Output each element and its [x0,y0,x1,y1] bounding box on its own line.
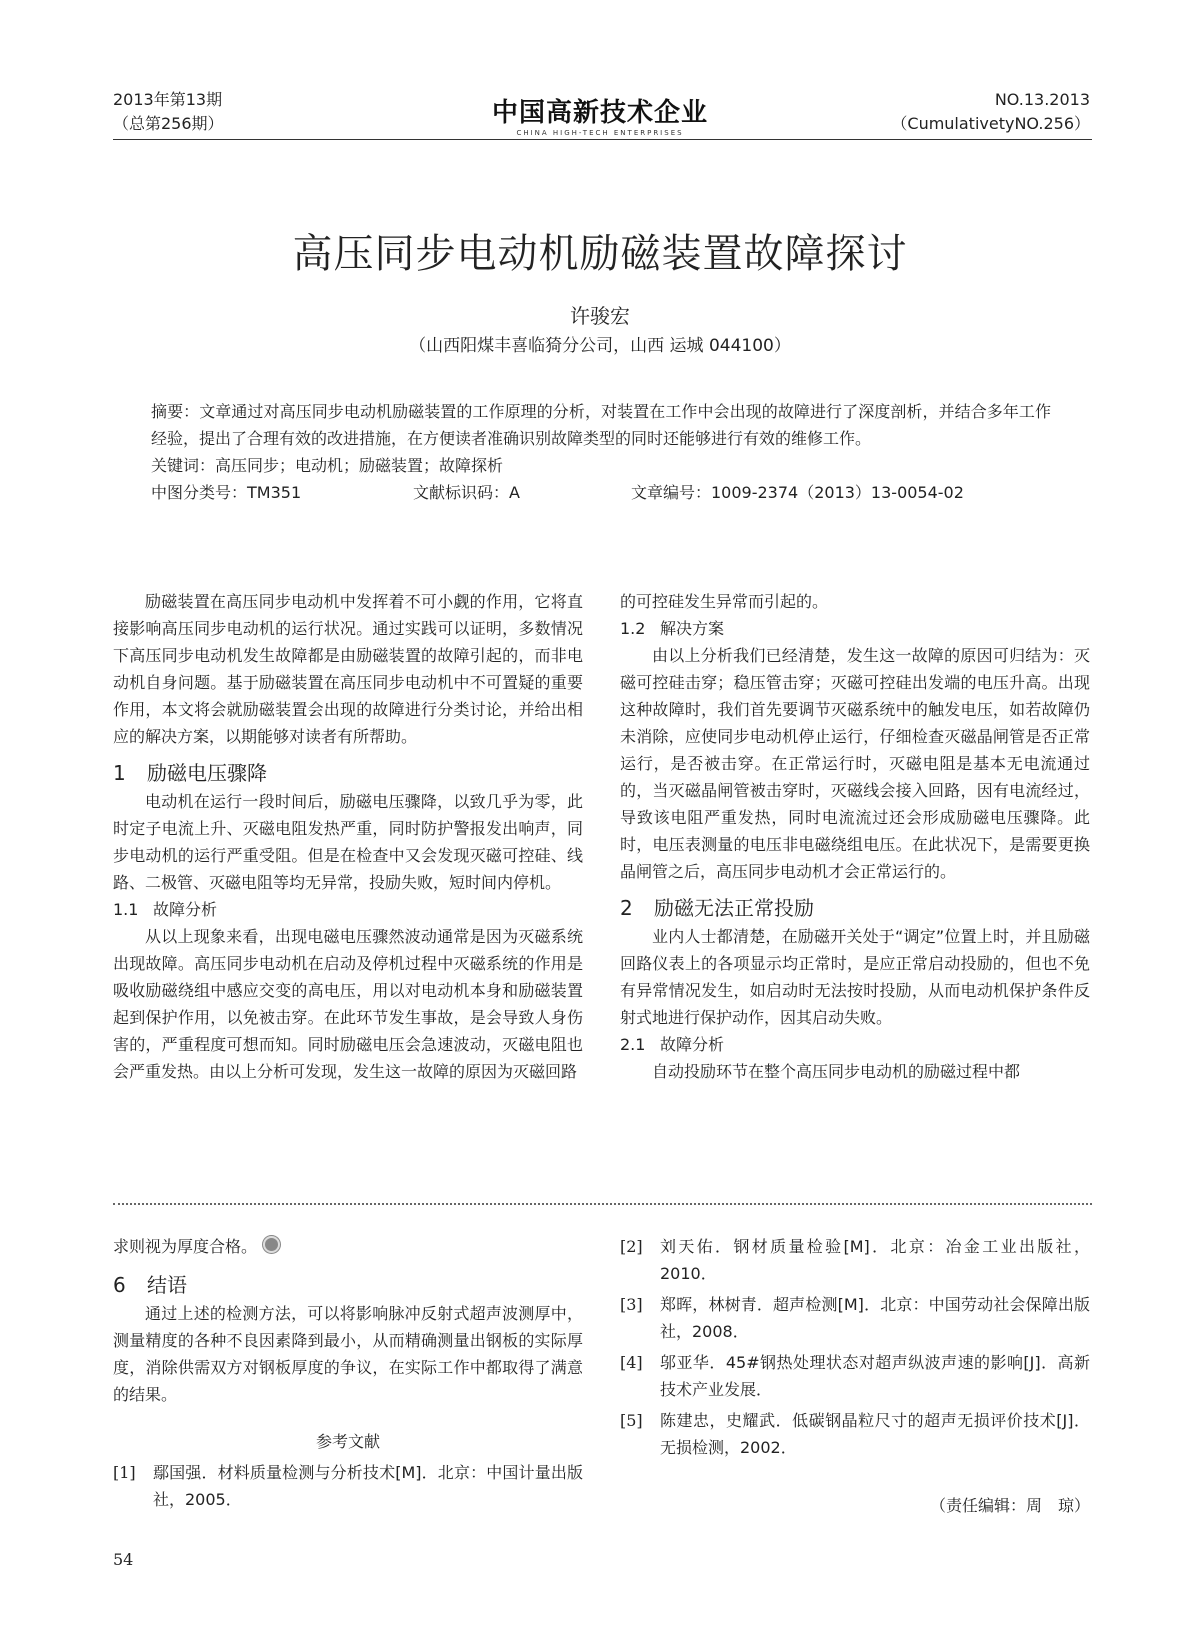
section-1-2-paragraph: 由以上分析我们已经清楚，发生这一故障的原因可归结为：灭磁可控硅击穿；稳压管击穿；灭磁可控硅出发端的电压升高。出现这种故障时，我们首先要调节灭磁系统中的触发电压，如若故障仍未消除，应使同步电动机停止运行，仔细检查灭磁晶闸管是否正常运行，是否被击穿。在正常运行时，灭磁电阻是基本无电流通过的，当灭磁晶闸管被击穿时，灭磁线会接入回路，因有电流经过，导致该电阻严重发热，同时电流流过还会形成励磁电压骤降。此时，电压表测量的电压非电磁绕组电压。在此状况下，是需要更换晶闸管之后，高压同步电动机才会正常运行的。 [620,646,1090,881]
lower-left-column [113,1233,583,1517]
reference-text: 陈建忠，史耀武．低碳钢晶粒尺寸的超声无损评价技术[J]．无损检测，2002． [660,1411,1090,1457]
section-2-1-title: 故障分析 [660,1035,725,1054]
references-heading: 参考文献 [315,1432,380,1451]
section-1-2-title: 解决方案 [660,619,725,638]
issue-line-1: 2013年第13期 [113,90,223,109]
continued-text: 的可控硅发生异常而引起的。 [620,592,829,611]
issue-info-en [800,88,1090,136]
page-number: 54 [113,1550,134,1569]
section-2-title: 励磁无法正常投励 [654,896,814,920]
reference-item [620,1233,1090,1287]
section-6-heading [113,1270,583,1300]
section-1-2-number: 1.2 [620,619,646,638]
section-6-title: 结语 [147,1273,187,1297]
abstract-text: 摘要：文章通过对高压同步电动机励磁装置的工作原理的分析，对装置在工作中会出现的故障进行了深度剖析，并结合多年工作经验，提出了合理有效的改进措施，在方便读者准确识别故障类型的同时还能够进行有效的维修工作。 [151,402,1051,448]
section-2-number: 2 [620,896,633,920]
reference-item [113,1459,583,1513]
responsible-editor: （责任编辑：周 琼） [929,1496,1090,1515]
article-separator [113,1203,1092,1205]
section-1-title: 励磁电压骤降 [147,761,267,785]
reference-text: 鄢国强．材料质量检测与分析技术[M]．北京：中国计量出版社，2005． [153,1463,583,1509]
reference-number: [1] [113,1463,136,1482]
section-6-number: 6 [113,1273,126,1297]
reference-number: [3] [620,1295,643,1314]
lower-right-column [620,1233,1090,1465]
reference-item [620,1407,1090,1461]
journal-logo-subtitle: CHINA HIGH-TECH ENTERPRISES [516,129,684,137]
section-1-heading [113,758,583,788]
reference-number: [2] [620,1237,643,1256]
section-2-paragraph: 业内人士都清楚，在励磁开关处于“调定”位置上时，并且励磁回路仪表上的各项显示均正常时，是应正常启动投励的，但也不免有异常情况发生，如启动时无法按时投励，从而电动机保护条件反射式地进行保护动作，因其启动失败。 [620,927,1090,1027]
affiliation: （山西阳煤丰喜临猗分公司，山西 运城 044100） [409,336,791,356]
reference-number: [5] [620,1411,643,1430]
reference-item [620,1291,1090,1345]
author: 许骏宏 [570,304,630,328]
reference-number: [4] [620,1353,643,1372]
issue-en-line-2: （CumulativetyNO.256） [891,114,1090,133]
classification-line [151,479,1051,506]
issue-en-line-1: NO.13.2013 [994,90,1090,109]
section-6-paragraph: 通过上述的检测方法，可以将影响脉冲反射式超声波测厚中，测量精度的各种不良因素降到最小，从而精确测量出钢板的实际厚度，消除供需双方对钢板厚度的争议，在实际工作中都取得了满意的结果。 [113,1304,583,1404]
section-2-heading [620,893,1090,923]
issue-line-2: （总第256期） [113,114,224,133]
issue-info [113,88,224,136]
section-1-1-heading [113,896,583,923]
section-1-2-heading [620,615,1090,642]
section-1-1-number: 1.1 [113,900,139,919]
section-1-1-paragraph: 从以上现象来看，出现电磁电压骤然波动通常是因为灭磁系统出现故障。高压同步电动机在启动及停机过程中灭磁系统的作用是吸收励磁绕组中感应交变的高电压，用以对电动机本身和励磁装置起到保护作用，以免被击穿。在此环节发生事故，是会导致人身伤害的，严重程度可想而知。同时励磁电压会急速波动，灭磁电阻也会严重发热。由以上分析可发现，发生这一故障的原因为灭磁回路 [113,927,583,1081]
abstract-block [151,398,1051,506]
journal-logo [470,92,730,137]
reference-text: 邬亚华．45#钢热处理状态对超声纵波声速的影响[J]．高新技术产业发展． [660,1353,1090,1399]
keywords: 关键词：高压同步；电动机；励磁装置；故障探析 [151,456,504,475]
article-number: 文章编号：1009-2374（2013）13-0054-02 [631,483,964,502]
section-1-number: 1 [113,761,126,785]
section-1-paragraph: 电动机在运行一段时间后，励磁电压骤降，以致几乎为零，此时定子电流上升、灭磁电阻发热严重，同时防护警报发出响声，同步电动机的运行严重受阻。但是在检查中又会发现灭磁可控硅、线路、二极管、灭磁电阻等均无异常，投励失败，短时间内停机。 [113,792,583,892]
previous-article-end [113,1233,583,1260]
reference-text: 刘天佑．钢材质量检验[M]．北京：冶金工业出版社，2010． [660,1237,1090,1283]
journal-logo-text: 中国高新技术企业 [491,98,708,128]
article-title: 高压同步电动机励磁装置故障探讨 [292,231,908,277]
reference-item [620,1349,1090,1403]
reference-text: 郑晖，林树青．超声检测[M]．北京：中国劳动社会保障出版社，2008． [660,1295,1090,1341]
header-rule [113,139,1092,140]
document-code: 文献标识码：A [413,483,520,502]
end-mark-icon [263,1236,280,1253]
section-2-1-number: 2.1 [620,1035,646,1054]
intro-paragraph: 励磁装置在高压同步电动机中发挥着不可小觑的作用，它将直接影响高压同步电动机的运行状况。通过实践可以证明，多数情况下高压同步电动机发生故障都是由励磁装置的故障引起的，而非电动机自身问题。基于励磁装置在高压同步电动机中不可置疑的重要作用，本文将会就励磁装置会出现的故障进行分类讨论，并给出相应的解决方案，以期能够对读者有所帮助。 [113,592,583,746]
section-2-1-paragraph: 自动投励环节在整个高压同步电动机的励磁过程中都 [652,1062,1021,1081]
section-1-1-title: 故障分析 [153,900,218,919]
left-column [113,588,583,1085]
previous-article-end-text: 求则视为厚度合格。 [113,1237,258,1256]
right-column [620,588,1090,1085]
clc-number: 中图分类号：TM351 [151,483,302,502]
section-2-1-heading [620,1031,1090,1058]
